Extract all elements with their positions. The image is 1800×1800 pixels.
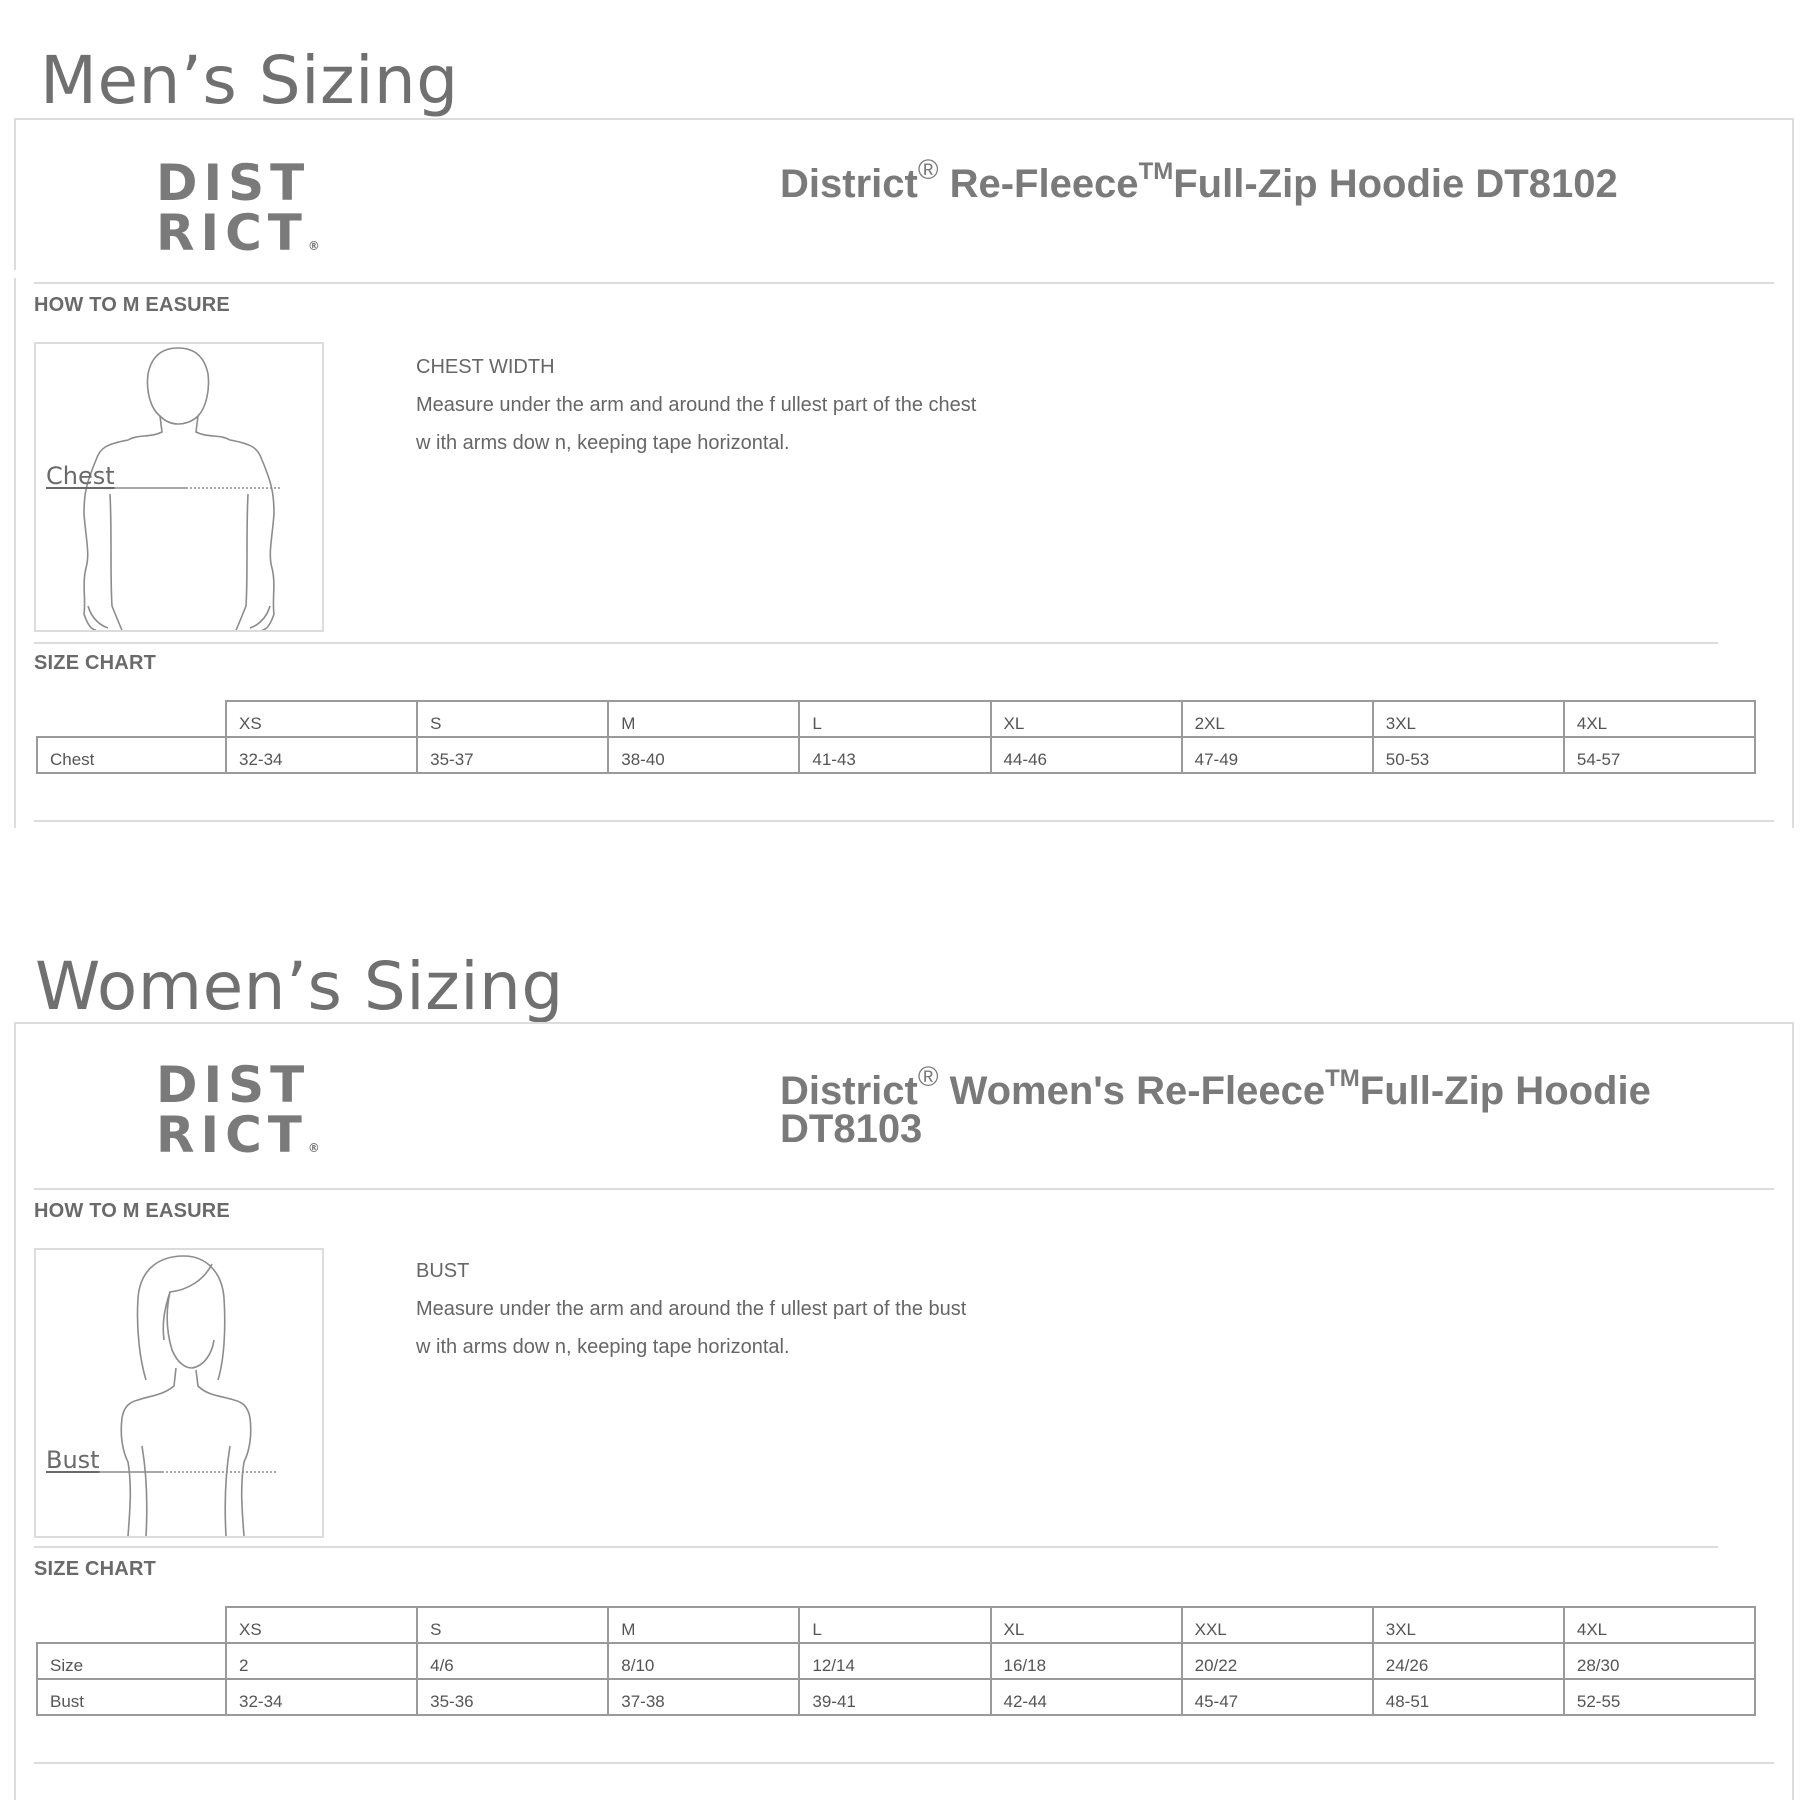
bust-figure-label: Bust (46, 1446, 100, 1474)
table-cell: 35-37 (417, 737, 608, 773)
size-header-cell: XXL (1182, 1607, 1373, 1643)
table-cell: 54-57 (1564, 737, 1755, 773)
table-cell: 38-40 (608, 737, 799, 773)
table-cell: 48-51 (1373, 1679, 1564, 1715)
table-cell: 39-41 (799, 1679, 990, 1715)
section-bottom-rule (34, 1762, 1774, 1764)
table-cell: 20/22 (1182, 1643, 1373, 1679)
womens-measure-instructions (416, 1252, 1316, 1366)
size-header-cell: 3XL (1373, 1607, 1564, 1643)
table-cell: 24/26 (1373, 1643, 1564, 1679)
product-name: Women's Re-Fleece (938, 1069, 1326, 1113)
table-cell: 32-34 (226, 737, 417, 773)
size-header-cell: XS (226, 1607, 417, 1643)
table-cell: 16/18 (991, 1643, 1182, 1679)
table-cell: 28/30 (1564, 1643, 1755, 1679)
logo-line-2: RICT (156, 1106, 308, 1164)
mens-measure-instructions (416, 348, 1316, 462)
size-chart-heading: SIZE CHART (34, 652, 156, 674)
district-logo (156, 1056, 320, 1164)
size-header-cell: L (799, 1607, 990, 1643)
size-header-cell: XL (991, 1607, 1182, 1643)
size-header-cell: S (417, 1607, 608, 1643)
table-cell: 50-53 (1373, 737, 1564, 773)
measure-line-1: Measure under the arm and around the f ullest part of the bust (416, 1298, 967, 1320)
measure-line-1: Measure under the arm and around the f ullest part of the chest (416, 394, 977, 416)
size-header-cell: 4XL (1564, 1607, 1755, 1643)
district-logo (156, 154, 320, 262)
size-header-cell: XS (226, 701, 417, 737)
mens-product-title (780, 154, 1740, 206)
mens-size-table (36, 700, 1756, 774)
measure-line-2: w ith arms dow n, keeping tape horizontal. (416, 432, 790, 454)
size-header-cell: M (608, 701, 799, 737)
how-to-measure-heading: HOW TO M EASURE (34, 294, 230, 316)
row-label: Chest (37, 737, 226, 773)
measure-title: CHEST WIDTH (416, 356, 555, 378)
registered-mark: ® (917, 1061, 939, 1092)
size-header-cell: 4XL (1564, 701, 1755, 737)
measure-title: BUST (416, 1260, 470, 1282)
row-label: Bust (37, 1679, 226, 1715)
table-cell: 45-47 (1182, 1679, 1373, 1715)
mens-measure-figure (34, 342, 324, 632)
table-cell: 37-38 (608, 1679, 799, 1715)
table-cell: 4/6 (417, 1643, 608, 1679)
registered-mark: ® (917, 154, 939, 185)
figure-divider (34, 642, 1718, 644)
size-header-cell: XL (991, 701, 1182, 737)
product-name-rest: Full-Zip Hoodie DT8103 (780, 1069, 1651, 1151)
row-label: Size (37, 1643, 226, 1679)
table-row (37, 1643, 1755, 1679)
table-cell: 8/10 (608, 1643, 799, 1679)
womens-product-title (780, 1061, 1740, 1151)
product-brand: District (780, 162, 918, 206)
figure-divider (34, 1546, 1718, 1548)
measure-line-2: w ith arms dow n, keeping tape horizontal. (416, 1336, 790, 1358)
womens-size-table (36, 1606, 1756, 1716)
table-cell: 2 (226, 1643, 417, 1679)
logo-line-1: DIST (156, 154, 311, 212)
table-cell: 32-34 (226, 1679, 417, 1715)
size-chart-heading: SIZE CHART (34, 1558, 156, 1580)
product-name-rest: Full-Zip Hoodie DT8102 (1173, 162, 1618, 206)
womens-silhouette-icon (36, 1250, 322, 1536)
table-header-row (37, 701, 1755, 737)
header-divider (34, 282, 1774, 284)
product-brand: District (780, 1069, 918, 1113)
size-header-cell: 3XL (1373, 701, 1564, 737)
table-header-row (37, 1607, 1755, 1643)
logo-line-2: RICT (156, 204, 308, 262)
logo-line-1: DIST (156, 1056, 311, 1114)
header-divider (34, 1188, 1774, 1190)
size-header-cell: S (417, 701, 608, 737)
trademark-mark: TM (1138, 158, 1174, 185)
table-cell: 52-55 (1564, 1679, 1755, 1715)
table-cell: 47-49 (1182, 737, 1373, 773)
product-name: Re-Fleece (938, 162, 1139, 206)
table-row (37, 1679, 1755, 1715)
table-cell: 44-46 (991, 737, 1182, 773)
womens-measure-figure (34, 1248, 324, 1538)
table-cell: 12/14 (799, 1643, 990, 1679)
chest-figure-label: Chest (46, 462, 115, 490)
size-header-cell: 2XL (1182, 701, 1373, 737)
trademark-mark: TM (1325, 1065, 1360, 1092)
size-header-cell: L (799, 701, 990, 737)
logo-registered-mark: ® (307, 1141, 320, 1155)
womens-section (0, 902, 1800, 1800)
table-cell: 35-36 (417, 1679, 608, 1715)
section-bottom-rule (34, 820, 1774, 822)
size-header-cell: M (608, 1607, 799, 1643)
table-row (37, 737, 1755, 773)
how-to-measure-heading: HOW TO M EASURE (34, 1200, 230, 1222)
table-cell: 42-44 (991, 1679, 1182, 1715)
logo-registered-mark: ® (307, 239, 320, 253)
table-cell: 41-43 (799, 737, 990, 773)
womens-heading: Women’s Sizing (35, 948, 564, 1025)
mens-heading: Men’s Sizing (40, 42, 459, 119)
